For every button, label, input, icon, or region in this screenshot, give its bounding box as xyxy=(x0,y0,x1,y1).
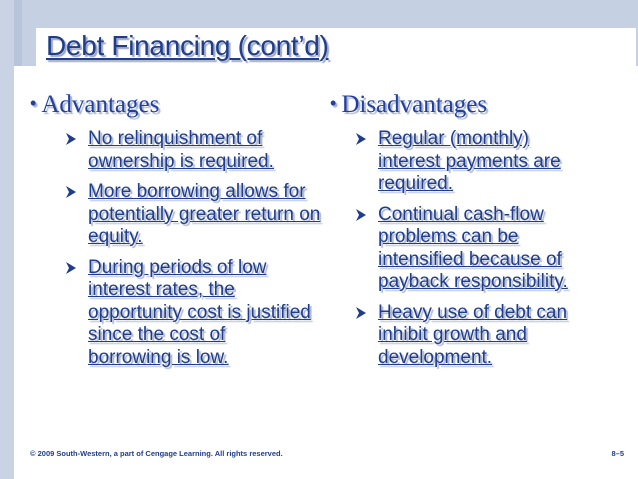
disadvantages-heading-label: Disadvantages xyxy=(341,91,488,118)
copyright-footer: © 2009 South-Western, a part of Cengage Learning. All rights reserved. xyxy=(30,449,283,458)
advantage-item-3: During periods of low interest rates, the opportunity cost is justified since the cost of borrowing is low. xyxy=(88,256,311,368)
page-number: 8–5 xyxy=(611,449,624,458)
list-item xyxy=(354,128,604,196)
disadvantage-item-3: Heavy use of debt can inhibit growth and development. xyxy=(378,301,568,368)
disadvantages-heading xyxy=(330,91,487,119)
advantages-list xyxy=(64,128,324,377)
slide-title: Debt Financing (cont’d) xyxy=(46,30,329,61)
disadvantages-list xyxy=(354,128,604,377)
advantage-item-1: No relinquishment of ownership is required. xyxy=(88,128,274,172)
advantages-heading-label: Advantages xyxy=(41,91,160,118)
arrowhead-icon xyxy=(64,132,78,146)
disadvantage-item-1: Regular (monthly) interest payments are required. xyxy=(378,128,561,194)
left-band xyxy=(0,0,14,479)
arrowhead-icon xyxy=(354,208,368,222)
list-item xyxy=(64,128,324,173)
list-item xyxy=(354,302,604,370)
list-item xyxy=(64,181,324,249)
advantage-item-2: More borrowing allows for potentially greater return on equity. xyxy=(88,181,321,247)
list-item xyxy=(354,204,604,294)
bullet-dot-icon: • xyxy=(30,93,37,113)
bullet-dot-icon: • xyxy=(330,93,337,113)
list-item xyxy=(64,257,324,370)
arrowhead-icon xyxy=(354,306,368,320)
advantages-heading xyxy=(30,91,159,119)
arrowhead-icon xyxy=(64,261,78,275)
arrowhead-icon xyxy=(354,132,368,146)
disadvantage-item-2: Continual cash-flow problems can be intensified because of payback responsibility. xyxy=(378,203,568,292)
arrowhead-icon xyxy=(64,185,78,199)
